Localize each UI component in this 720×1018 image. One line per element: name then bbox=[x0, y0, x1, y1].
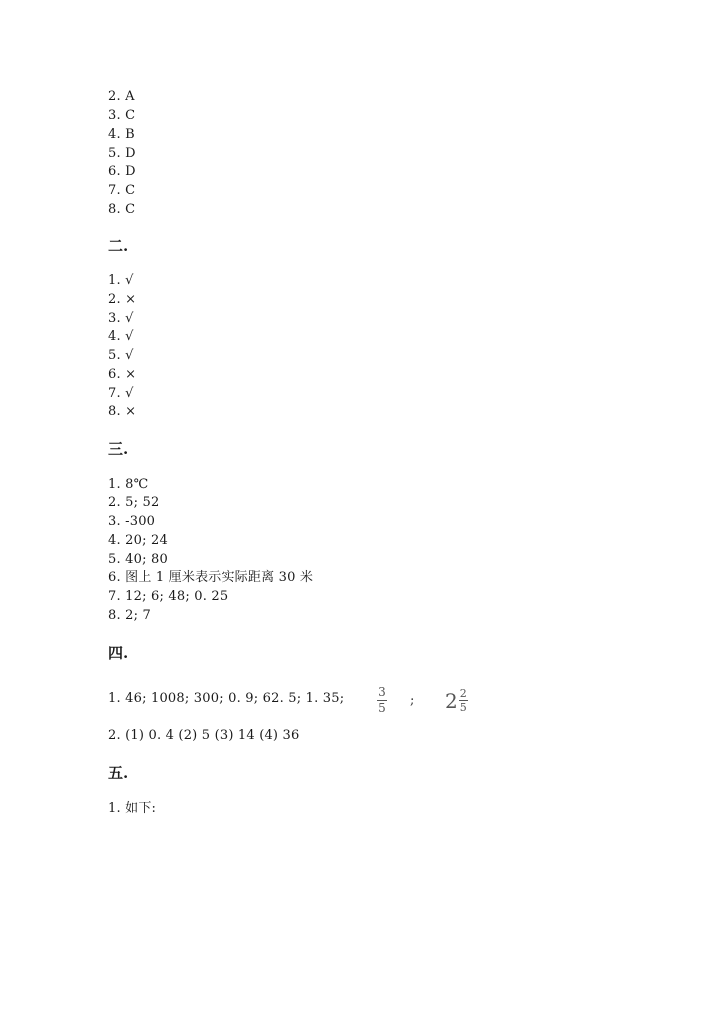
answer-line: 7. √ bbox=[108, 386, 134, 401]
answer-line: 1. √ bbox=[108, 273, 134, 288]
section-heading: 四. bbox=[108, 644, 129, 662]
section-heading: 三. bbox=[108, 440, 129, 458]
answer-line: 3. √ bbox=[108, 311, 134, 326]
fraction bbox=[459, 688, 468, 713]
answer-line: 7. C bbox=[108, 183, 136, 198]
answer-line: 5. D bbox=[108, 146, 136, 161]
answer-line: 8. 2; 7 bbox=[108, 608, 151, 623]
answer-line: 4. B bbox=[108, 127, 135, 142]
fraction-numerator: 3 bbox=[378, 685, 386, 699]
section-heading: 二. bbox=[108, 237, 129, 255]
fraction bbox=[377, 686, 387, 715]
fraction-numerator: 2 bbox=[459, 687, 467, 700]
answer-line: 3. C bbox=[108, 108, 136, 123]
answer-line: 2. A bbox=[108, 89, 135, 104]
answer-line: 8. C bbox=[108, 202, 136, 217]
answer-line: 1. 46; 1008; 300; 0. 9; 62. 5; 1. 35; bbox=[108, 691, 345, 706]
answer-line: 2. × bbox=[108, 292, 137, 307]
answer-line: 2. 5; 52 bbox=[108, 495, 160, 510]
separator: ; bbox=[410, 693, 415, 708]
answer-line: 7. 12; 6; 48; 0. 25 bbox=[108, 589, 229, 604]
answer-line: 4. 20; 24 bbox=[108, 533, 168, 548]
answer-line: 1. 8℃ bbox=[108, 477, 149, 492]
answer-line: 1. 如下: bbox=[108, 801, 157, 816]
answer-line: 8. × bbox=[108, 404, 137, 419]
answer-line: 6. 图上 1 厘米表示实际距离 30 米 bbox=[108, 570, 314, 585]
fraction-denominator: 5 bbox=[378, 701, 386, 715]
answer-line: 5. √ bbox=[108, 348, 134, 363]
answer-line: 3. -300 bbox=[108, 514, 156, 529]
answer-line: 2. (1) 0. 4 (2) 5 (3) 14 (4) 36 bbox=[108, 728, 300, 743]
answer-line: 6. × bbox=[108, 367, 137, 382]
answer-line: 6. D bbox=[108, 164, 136, 179]
answer-line: 4. √ bbox=[108, 329, 134, 344]
mixed-whole: 2 bbox=[445, 688, 458, 713]
section-heading: 五. bbox=[108, 764, 129, 782]
mixed-number bbox=[445, 688, 468, 713]
answer-line: 5. 40; 80 bbox=[108, 552, 168, 567]
fraction-denominator: 5 bbox=[459, 701, 467, 714]
